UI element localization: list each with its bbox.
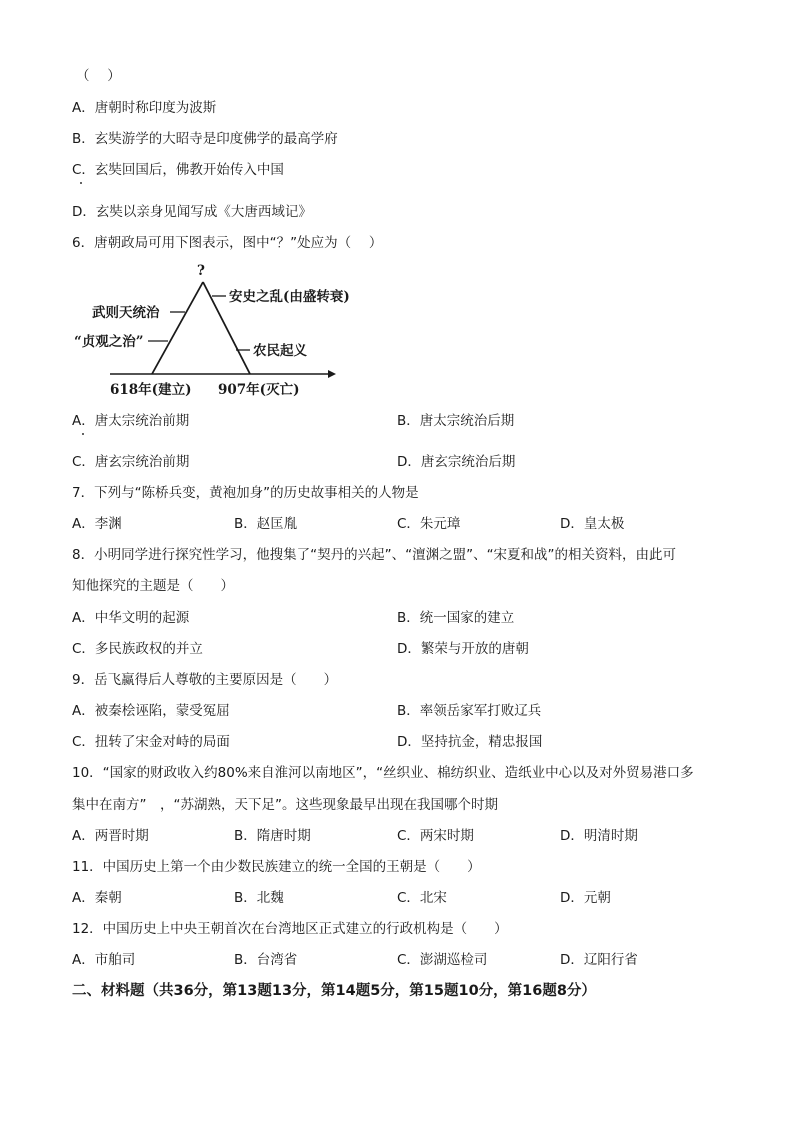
q9-option-c: C．扭转了宋金对峙的局面 <box>72 734 230 750</box>
q5-option-b: B．玄奘游学的大昭寺是印度佛学的最高学府 <box>72 131 338 147</box>
q10-stem-line1: 10．“国家的财政收入约80%来自淮河以南地区”，“丝织业、棉纺织业、造纸业中心以及对外贸易港口多 <box>72 765 694 781</box>
q12-stem: 12．中国历史上中央王朝首次在台湾地区正式建立的行政机构是（ ） <box>72 921 508 937</box>
q6-stem: 6．唐朝政局可用下图表示，图中“？”处应为（ ） <box>72 235 383 251</box>
q7-option-c: C．朱元璋 <box>397 516 461 532</box>
artifact-dot <box>80 182 82 184</box>
q7-option-a: A．李渊 <box>72 516 122 532</box>
q9-option-a: A．被秦桧诬陷，蒙受冤屈 <box>72 703 230 719</box>
q6-option-a: A．唐太宗统治前期 <box>72 413 190 429</box>
diagram-label-618: 618年(建立) <box>110 382 192 398</box>
q11-option-b: B．北魏 <box>234 890 284 906</box>
q7-stem: 7．下列与“陈桥兵变，黄袍加身”的历史故事相关的人物是 <box>72 485 419 501</box>
q5-option-c: C．玄奘回国后，佛教开始传入中国 <box>72 162 284 178</box>
artifact-dot <box>82 433 84 435</box>
q7-option-d: D．皇太极 <box>560 516 625 532</box>
q10-option-d: D．明清时期 <box>560 828 638 844</box>
q5-option-d: D．玄奘以亲身见闻写成《大唐西域记》 <box>72 204 312 220</box>
q10-stem-line2: 集中在南方” ，“苏湖熟，天下足”。这些现象最早出现在我国哪个时期 <box>72 797 498 813</box>
q8-option-a: A．中华文明的起源 <box>72 610 190 626</box>
q9-option-d: D．坚持抗金，精忠报国 <box>397 734 543 750</box>
q9-stem: 9．岳飞赢得后人尊敬的主要原因是（ ） <box>72 672 338 688</box>
q12-option-b: B．台湾省 <box>234 952 298 968</box>
q11-option-d: D．元朝 <box>560 890 611 906</box>
q11-option-a: A．秦朝 <box>72 890 122 906</box>
q5-option-a: A．唐朝时称印度为波斯 <box>72 100 217 116</box>
q6-option-b: B．唐太宗统治后期 <box>397 413 515 429</box>
diagram-label-wuzetian: 武则天统治 <box>92 305 160 321</box>
diagram-label-907: 907年(灭亡) <box>218 382 300 398</box>
q7-option-b: B．赵匡胤 <box>234 516 298 532</box>
q8-stem-line2: 知他探究的主题是（ ） <box>72 578 234 594</box>
q11-stem: 11．中国历史上第一个由少数民族建立的统一全国的王朝是（ ） <box>72 859 481 875</box>
timeline-arrowhead <box>328 370 336 378</box>
q6-option-c: C．唐玄宗统治前期 <box>72 454 190 470</box>
q12-option-c: C．澎湖巡检司 <box>397 952 488 968</box>
q11-option-c: C．北宋 <box>397 890 447 906</box>
q9-option-b: B．率领岳家军打败辽兵 <box>397 703 542 719</box>
q12-option-d: D．辽阳行省 <box>560 952 638 968</box>
q10-option-a: A．两晋时期 <box>72 828 149 844</box>
q8-option-c: C．多民族政权的并立 <box>72 641 203 657</box>
q5-answer-paren: （ ） <box>76 68 121 84</box>
q10-option-b: B．隋唐时期 <box>234 828 311 844</box>
q8-stem-line1: 8．小明同学进行探究性学习，他搜集了“契丹的兴起”、“澶渊之盟”、“宋夏和战”的相关资料，由此可 <box>72 547 677 563</box>
diagram-label-zhenguan: “贞观之治” <box>74 334 144 350</box>
q8-option-b: B．统一国家的建立 <box>397 610 515 626</box>
q8-option-d: D．繁荣与开放的唐朝 <box>397 641 529 657</box>
triangle-left-side <box>152 282 203 374</box>
q6-option-d: D．唐玄宗统治后期 <box>397 454 516 470</box>
diagram-question-mark: ? <box>197 263 205 279</box>
diagram-label-anshi: 安史之乱(由盛转衰) <box>229 289 350 305</box>
tang-politics-diagram <box>70 262 390 402</box>
q12-option-a: A．市舶司 <box>72 952 136 968</box>
section2-heading: 二、材料题（共36分，第13题13分，第14题5分，第15题10分，第16题8分） <box>72 983 596 999</box>
diagram-label-peasant: 农民起义 <box>253 343 307 359</box>
q10-option-c: C．两宋时期 <box>397 828 474 844</box>
